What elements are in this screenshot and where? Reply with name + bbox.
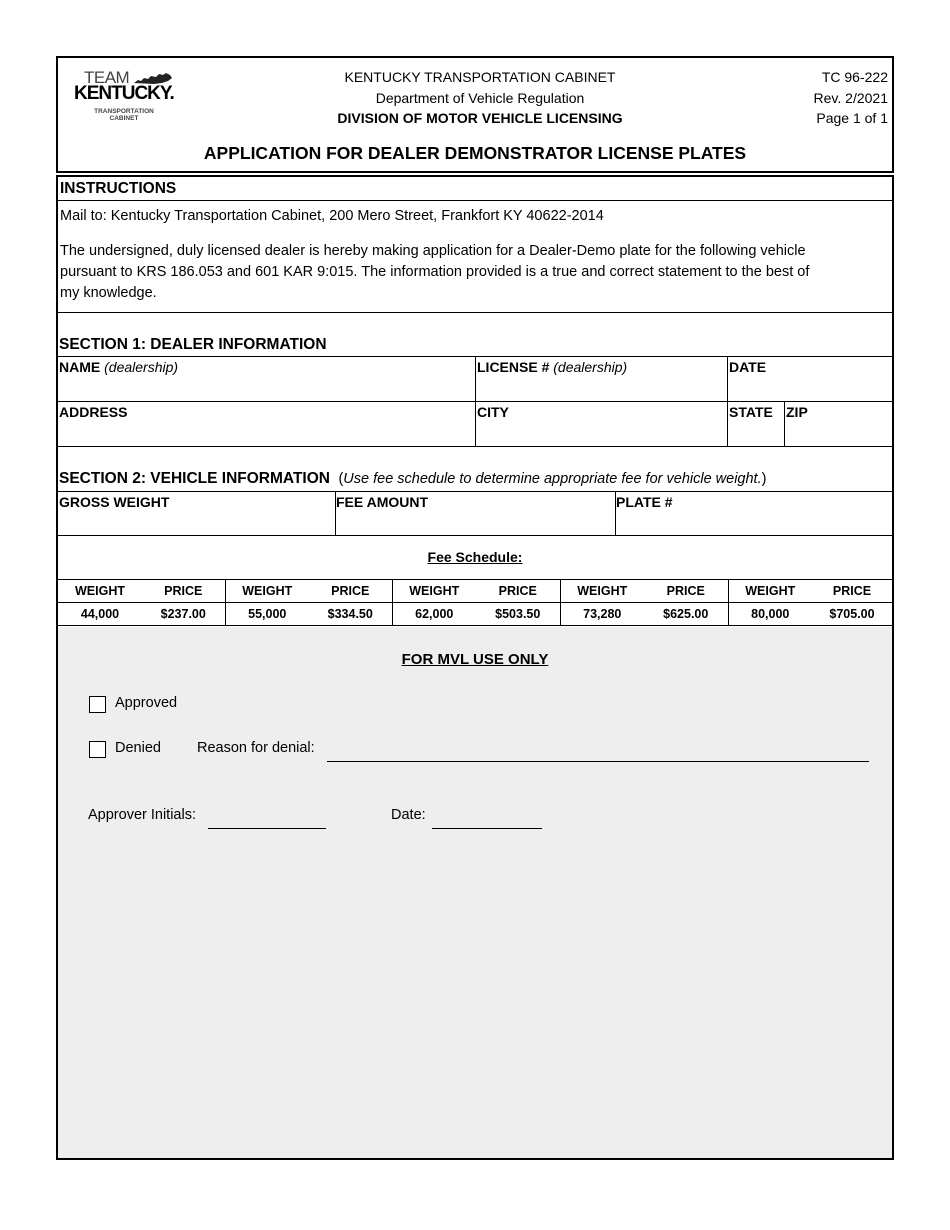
fee-schedule-heading: Fee Schedule: <box>427 549 523 565</box>
divider <box>58 535 892 536</box>
column-header-weight: WEIGHT <box>58 580 142 603</box>
page-number: Page 1 of 1 <box>816 110 888 126</box>
form-number: TC 96-222 <box>821 69 888 85</box>
column-header-weight: WEIGHT <box>392 580 476 603</box>
fee-schedule-table <box>58 579 892 626</box>
city-label: CITY <box>477 404 509 420</box>
logo-team-text: TEAM <box>84 68 130 87</box>
divider <box>784 401 785 446</box>
section-2-note: Use fee schedule to determine appropriate fee for vehicle weight. <box>343 471 762 487</box>
zip-label: ZIP <box>786 404 808 420</box>
logo-subtitle-2: CABINET <box>109 115 139 122</box>
form-revision: Rev. 2/2021 <box>813 90 888 106</box>
weight-cell: 44,000 <box>58 603 142 626</box>
dealer-name-field[interactable] <box>59 359 474 401</box>
mail-to-address: Mail to: Kentucky Transportation Cabinet, 200 Mero Street, Frankfort KY 40622-2014 <box>60 208 604 224</box>
price-cell: $334.50 <box>309 603 392 626</box>
mvl-heading: FOR MVL USE ONLY <box>401 651 549 668</box>
denied-label: Denied <box>115 740 161 756</box>
city-field[interactable] <box>477 404 725 446</box>
license-hint: (dealership) <box>553 359 628 375</box>
price-cell: $625.00 <box>644 603 728 626</box>
price-cell: $237.00 <box>142 603 225 626</box>
address-label: ADDRESS <box>59 404 128 420</box>
section-2-title: SECTION 2: VEHICLE INFORMATION <box>59 470 330 487</box>
price-cell: $705.00 <box>812 603 892 626</box>
column-header-price: PRICE <box>309 580 392 603</box>
divider <box>58 491 892 492</box>
mvl-date-label: Date: <box>391 807 426 823</box>
dealer-name-hint: (dealership) <box>104 359 179 375</box>
fee-amount-label: FEE AMOUNT <box>336 494 429 510</box>
zip-field[interactable] <box>786 404 890 446</box>
column-header-price: PRICE <box>644 580 728 603</box>
dealer-license-field[interactable] <box>477 359 725 401</box>
approver-initials-label: Approver Initials: <box>88 807 196 823</box>
reason-for-denial-label: Reason for denial: <box>197 740 315 756</box>
weight-cell: 73,280 <box>560 603 644 626</box>
divider <box>58 200 892 201</box>
weight-cell: 62,000 <box>392 603 476 626</box>
section-2-note-open: ( <box>338 471 344 487</box>
instructions-line-2: pursuant to KRS 186.053 and 601 KAR 9:015. The information provided is a true and correct statement to the best of <box>60 264 810 280</box>
instructions-line-1: The undersigned, duly licensed dealer is hereby making application for a Dealer-Demo plate for the following vehicle <box>60 243 806 259</box>
column-header-weight: WEIGHT <box>560 580 644 603</box>
gross-weight-field[interactable] <box>59 494 333 536</box>
weight-cell: 55,000 <box>225 603 309 626</box>
column-header-price: PRICE <box>476 580 560 603</box>
section-1-heading: SECTION 1: DEALER INFORMATION <box>59 336 327 353</box>
agency-name: KENTUCKY TRANSPORTATION CABINET <box>344 69 616 85</box>
plate-number-label: PLATE # <box>616 494 673 510</box>
instructions-line-3: my knowledge. <box>60 285 157 301</box>
fee-table-header-row <box>58 580 892 603</box>
state-field[interactable] <box>729 404 783 446</box>
column-header-weight: WEIGHT <box>728 580 812 603</box>
fee-table-value-row <box>58 603 892 626</box>
divider <box>58 401 892 402</box>
state-label: STATE <box>729 404 773 420</box>
fee-amount-field[interactable] <box>336 494 612 536</box>
section-2-heading <box>59 470 766 488</box>
column-header-weight: WEIGHT <box>225 580 309 603</box>
divider <box>58 446 892 447</box>
gross-weight-label: GROSS WEIGHT <box>59 494 170 510</box>
division-name: DIVISION OF MOTOR VEHICLE LICENSING <box>337 110 623 126</box>
logo-subtitle-1: TRANSPORTATION <box>94 108 154 115</box>
approved-label: Approved <box>115 695 178 711</box>
form-title: APPLICATION FOR DEALER DEMONSTRATOR LICENSE PLATES <box>203 143 747 163</box>
column-header-price: PRICE <box>142 580 225 603</box>
approver-initials-line[interactable] <box>208 828 326 829</box>
plate-number-field[interactable] <box>616 494 890 536</box>
instructions-heading: INSTRUCTIONS <box>60 180 177 197</box>
department-name: Department of Vehicle Regulation <box>375 90 585 106</box>
denied-checkbox[interactable] <box>89 741 106 758</box>
reason-for-denial-line[interactable] <box>327 761 869 762</box>
mvl-use-only-panel <box>58 627 892 1158</box>
license-label: LICENSE # <box>477 359 550 375</box>
team-kentucky-logo <box>74 68 184 128</box>
dealer-name-label: NAME <box>59 359 101 375</box>
weight-cell: 80,000 <box>728 603 812 626</box>
logo-kentucky-text: KENTUCKY. <box>74 83 174 104</box>
address-field[interactable] <box>59 404 474 446</box>
approved-checkbox[interactable] <box>89 696 106 713</box>
mvl-date-line[interactable] <box>432 828 542 829</box>
divider <box>58 312 892 313</box>
section-2-note-close: ) <box>761 471 767 487</box>
price-cell: $503.50 <box>476 603 560 626</box>
date-label: DATE <box>729 359 767 375</box>
column-header-price: PRICE <box>812 580 892 603</box>
date-field[interactable] <box>729 359 889 401</box>
